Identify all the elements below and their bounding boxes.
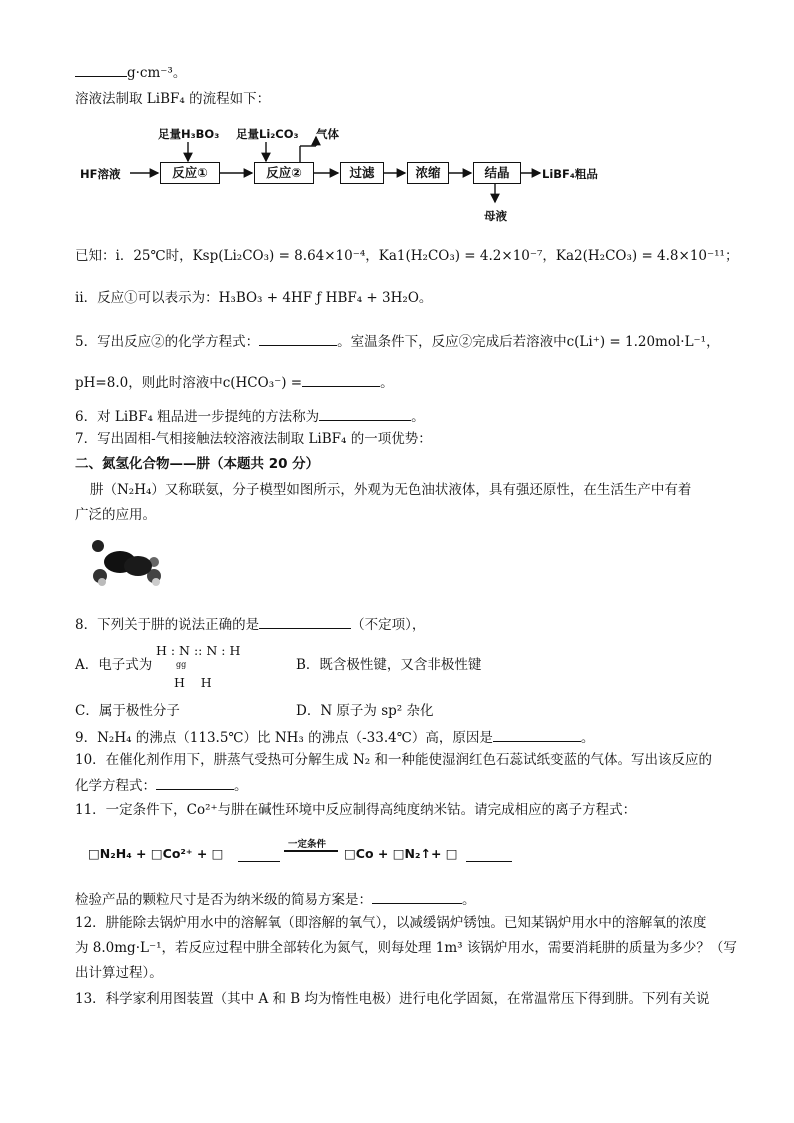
paragraph-line1: 肼（N₂H₄）又称联氨，分子模型如图所示，外观为无色油状液体，具有强还原性，在生活生产中有着 bbox=[90, 482, 692, 498]
answer-blank bbox=[75, 62, 127, 77]
option-d: D．N 原子为 sp² 杂化 bbox=[296, 703, 434, 719]
flow-step-filter: 过滤 bbox=[340, 162, 384, 184]
question-13: 13．科学家利用图装置（其中 A 和 B 均为惰性电极）进行电化学固氮，在常温常压下得到肼。下列有关说 bbox=[75, 991, 710, 1007]
flow-start-hf: HF溶液 bbox=[80, 167, 121, 181]
flow-step-reaction1: 反应① bbox=[160, 162, 220, 184]
answer-blank bbox=[319, 406, 411, 421]
option-a-electron-formula-top: H : N :: N : H bbox=[156, 643, 241, 658]
unit-line: g·cm⁻³。 bbox=[75, 62, 734, 82]
question-7: 7．写出固相-气相接触法较溶液法制取 LiBF₄ 的一项优势： bbox=[75, 431, 432, 447]
flow-title: 溶液法制取 LiBF₄ 的流程如下： bbox=[75, 91, 271, 107]
question-5-line1: 5．写出反应②的化学方程式： 。室温条件下，反应②完成后若溶液中c(Li⁺) = 1.20mol·L⁻¹， bbox=[75, 331, 734, 351]
flow-step-reaction2: 反应② bbox=[254, 162, 314, 184]
answer-blank bbox=[259, 331, 337, 346]
question-8-stem: 8．下列关于肼的说法正确的是 （不定项）， bbox=[75, 614, 734, 634]
section-2-heading: 二、氮氢化合物——肼（本题共 20 分） bbox=[75, 456, 320, 472]
hydrazine-molecule-model bbox=[86, 532, 166, 594]
option-a-electron-formula-mid: gg bbox=[176, 660, 187, 669]
equation-blank-left bbox=[238, 861, 280, 862]
paragraph-line2: 广泛的应用。 bbox=[75, 507, 156, 523]
known-ii: ⅱ．反应①可以表示为：H₃BO₃ + 4HF ƒ HBF₄ + 3H₂O。 bbox=[75, 290, 433, 306]
flow-reagent-h3bo3: 足量H₃BO₃ bbox=[158, 127, 220, 141]
question-12-line3: 出计算过程）。 bbox=[75, 965, 163, 981]
option-a-electron-formula-bottom: H H bbox=[174, 675, 212, 690]
answer-blank bbox=[156, 775, 234, 790]
option-b: B．既含极性键，又含非极性键 bbox=[296, 657, 482, 673]
equation-arrow-line bbox=[284, 850, 338, 852]
answer-blank bbox=[493, 727, 581, 742]
flow-gas: 气体 bbox=[316, 127, 339, 141]
flow-reagent-li2co3: 足量Li₂CO₃ bbox=[236, 127, 299, 141]
answer-blank bbox=[372, 889, 462, 904]
question-11-check: 检验产品的颗粒尺寸是否为纳米级的简易方案是： 。 bbox=[75, 889, 734, 909]
question-6: 6．对 LiBF₄ 粗品进一步提纯的方法称为 。 bbox=[75, 406, 734, 426]
ionic-equation bbox=[88, 836, 528, 870]
flow-product: LiBF₄粗品 bbox=[542, 167, 598, 181]
question-5-line2: pH=8.0，则此时溶液中c(HCO₃⁻) = 。 bbox=[75, 372, 734, 392]
equation-condition: 一定条件 bbox=[288, 839, 327, 850]
answer-blank bbox=[259, 614, 351, 629]
equation-blank-right bbox=[466, 861, 512, 862]
flow-step-concentrate: 浓缩 bbox=[407, 162, 449, 184]
equation-right: □Co + □N₂↑+ □ bbox=[344, 846, 458, 861]
question-12-line1: 12．肼能除去锅炉用水中的溶解氧（即溶解的氧气），以减缓锅炉锈蚀。已知某锅炉用水中的溶解氧的浓度 bbox=[75, 915, 707, 931]
answer-blank bbox=[302, 372, 380, 387]
flow-step-crystallize: 结晶 bbox=[473, 162, 521, 184]
flow-mother-liquor: 母液 bbox=[484, 209, 507, 223]
question-9: 9．N₂H₄ 的沸点（113.5℃）比 NH₃ 的沸点（-33.4℃）高，原因是 。 bbox=[75, 727, 734, 747]
question-12-line2: 为 8.0mg·L⁻¹，若反应过程中肼全部转化为氮气，则每处理 1m³ 该锅炉用水，需要消耗肼的质量为多少？（写 bbox=[75, 940, 737, 956]
question-10-line2: 化学方程式： 。 bbox=[75, 775, 734, 795]
flow-diagram bbox=[80, 120, 640, 230]
question-11-stem: 11．一定条件下，Co²⁺与肼在碱性环境中反应制得高纯度纳米钴。请完成相应的离子方程式： bbox=[75, 802, 637, 818]
known-i: 已知：ⅰ．25℃时，Ksp(Li₂CO₃) = 8.64×10⁻⁴，Ka1(H₂CO₃) = 4.2×10⁻⁷，Ka2(H₂CO₃) = 4.8×10⁻¹¹； bbox=[75, 248, 739, 264]
equation-left: □N₂H₄ + □Co²⁺ + □ bbox=[88, 846, 224, 861]
option-c: C．属于极性分子 bbox=[75, 703, 180, 719]
option-a-label: A．电子式为 bbox=[75, 657, 153, 673]
question-10-line1: 10．在催化剂作用下，肼蒸气受热可分解生成 N₂ 和一种能使湿润红色石蕊试纸变蓝的气体。写出该反应的 bbox=[75, 752, 712, 768]
